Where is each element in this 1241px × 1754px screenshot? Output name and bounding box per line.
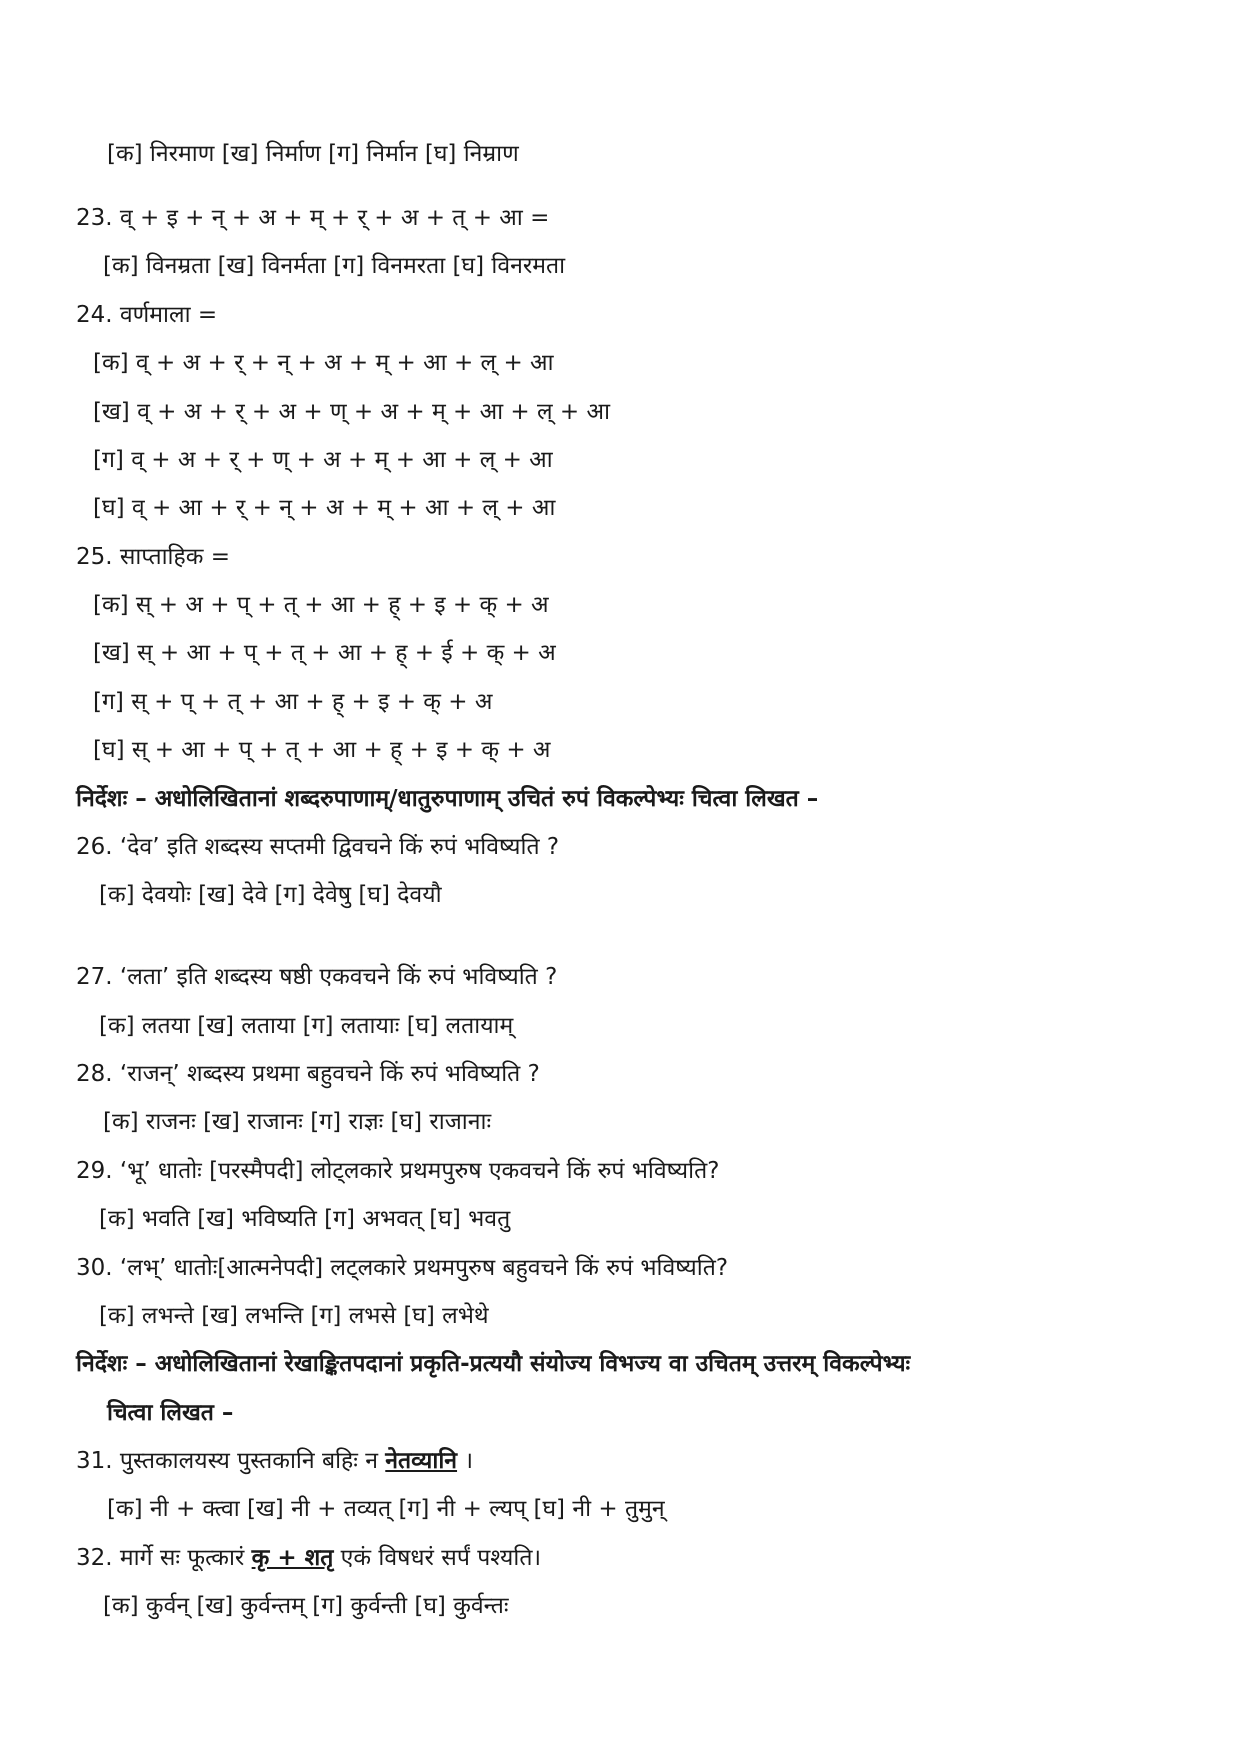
q26-question: 26. ‘देव’ इति शब्दस्य सप्तमी द्विवचने किं रुपं भविष्यति ? xyxy=(76,834,560,860)
q24-option-b: [ख] व् + अ + र् + अ + ण् + अ + म् + आ + ल् + आ xyxy=(93,399,611,425)
q25-option-b: [ख] स् + आ + प् + त् + आ + ह् + ई + क् + अ xyxy=(93,640,556,666)
q22-options: [क] निरमाण [ख] निर्माण [ग] निर्मान [घ] निम्राण xyxy=(107,141,519,167)
q26-options: [क] देवयोः [ख] देवे [ग] देवेषु [घ] देवयौ xyxy=(99,882,442,908)
q32-prefix: 32. मार्गे सः फूत्कारं xyxy=(76,1545,252,1571)
q24-question: 24. वर्णमाला = xyxy=(76,302,218,328)
q32-question xyxy=(76,1543,541,1573)
instruction-word-forms: निर्देशः – अधोलिखितानां शब्दरुपाणाम्/धातुरुपाणाम् उचितं रुपं विकल्पेभ्यः चित्वा लिखत – xyxy=(76,786,819,812)
q29-question: 29. ‘भू’ धातोः [परस्मैपदी] लोट्लकारे प्रथमपुरुष एकवचने किं रुपं भविष्यति? xyxy=(76,1158,720,1184)
instruction-affixes: निर्देशः – अधोलिखितानां रेखाङ्कितपदानां प्रकृति-प्रत्ययौ संयोज्य विभज्य वा उचितम् उत्तरम् विकल्पेभ्यः xyxy=(76,1351,911,1377)
q25-option-d: [घ] स् + आ + प् + त् + आ + ह् + इ + क् + अ xyxy=(93,737,551,763)
q23-options: [क] विनम्रता [ख] विनर्मता [ग] विनमरता [घ] विनरमता xyxy=(103,253,566,279)
q24-option-a: [क] व् + अ + र् + न् + अ + म् + आ + ल् + आ xyxy=(93,350,554,376)
q31-suffix: । xyxy=(457,1448,474,1474)
q25-option-c: [ग] स् + प् + त् + आ + ह् + इ + क् + अ xyxy=(93,689,493,715)
q27-options: [क] लतया [ख] लताया [ग] लतायाः [घ] लतायाम् xyxy=(99,1013,514,1039)
q29-options: [क] भवति [ख] भविष्यति [ग] अभवत् [घ] भवतु xyxy=(99,1206,511,1232)
q32-suffix: एकं विषधरं सर्पं पश्यति। xyxy=(333,1545,542,1571)
q32-underlined-word: कृ + शतृ xyxy=(251,1545,334,1571)
q31-question xyxy=(76,1446,473,1476)
q27-question: 27. ‘लता’ इति शब्दस्य षष्ठी एकवचने किं रुपं भविष्यति ? xyxy=(76,964,558,990)
q28-question: 28. ‘राजन्’ शब्दस्य प्रथमा बहुवचने किं रुपं भविष्यति ? xyxy=(76,1061,540,1087)
q32-options: [क] कुर्वन् [ख] कुर्वन्तम् [ग] कुर्वन्ती [घ] कुर्वन्तः xyxy=(103,1593,509,1619)
q25-question: 25. साप्ताहिक = xyxy=(76,544,230,570)
q23-question: 23. व् + इ + न् + अ + म् + र् + अ + त् + आ = xyxy=(76,205,550,231)
q30-options: [क] लभन्ते [ख] लभन्ति [ग] लभसे [घ] लभेथे xyxy=(99,1303,489,1329)
q25-option-a: [क] स् + अ + प् + त् + आ + ह् + इ + क् + अ xyxy=(93,592,549,618)
instruction-affixes-cont: चित्वा लिखत – xyxy=(107,1400,234,1426)
q31-prefix: 31. पुस्तकालयस्य पुस्तकानि बहिः न xyxy=(76,1448,386,1474)
q31-underlined-word: नेतव्यानि xyxy=(385,1448,458,1474)
q24-option-c: [ग] व् + अ + र् + ण् + अ + म् + आ + ल् + आ xyxy=(93,447,553,473)
q24-option-d: [घ] व् + आ + र् + न् + अ + म् + आ + ल् + आ xyxy=(93,495,556,521)
q31-options: [क] नी + क्त्वा [ख] नी + तव्यत् [ग] नी + ल्यप् [घ] नी + तुमुन् xyxy=(107,1496,665,1522)
q28-options: [क] राजनः [ख] राजानः [ग] राज्ञः [घ] राजानाः xyxy=(103,1109,492,1135)
q30-question: 30. ‘लभ्’ धातोः[आत्मनेपदी] लट्लकारे प्रथमपुरुष बहुवचने किं रुपं भविष्यति? xyxy=(76,1255,729,1281)
